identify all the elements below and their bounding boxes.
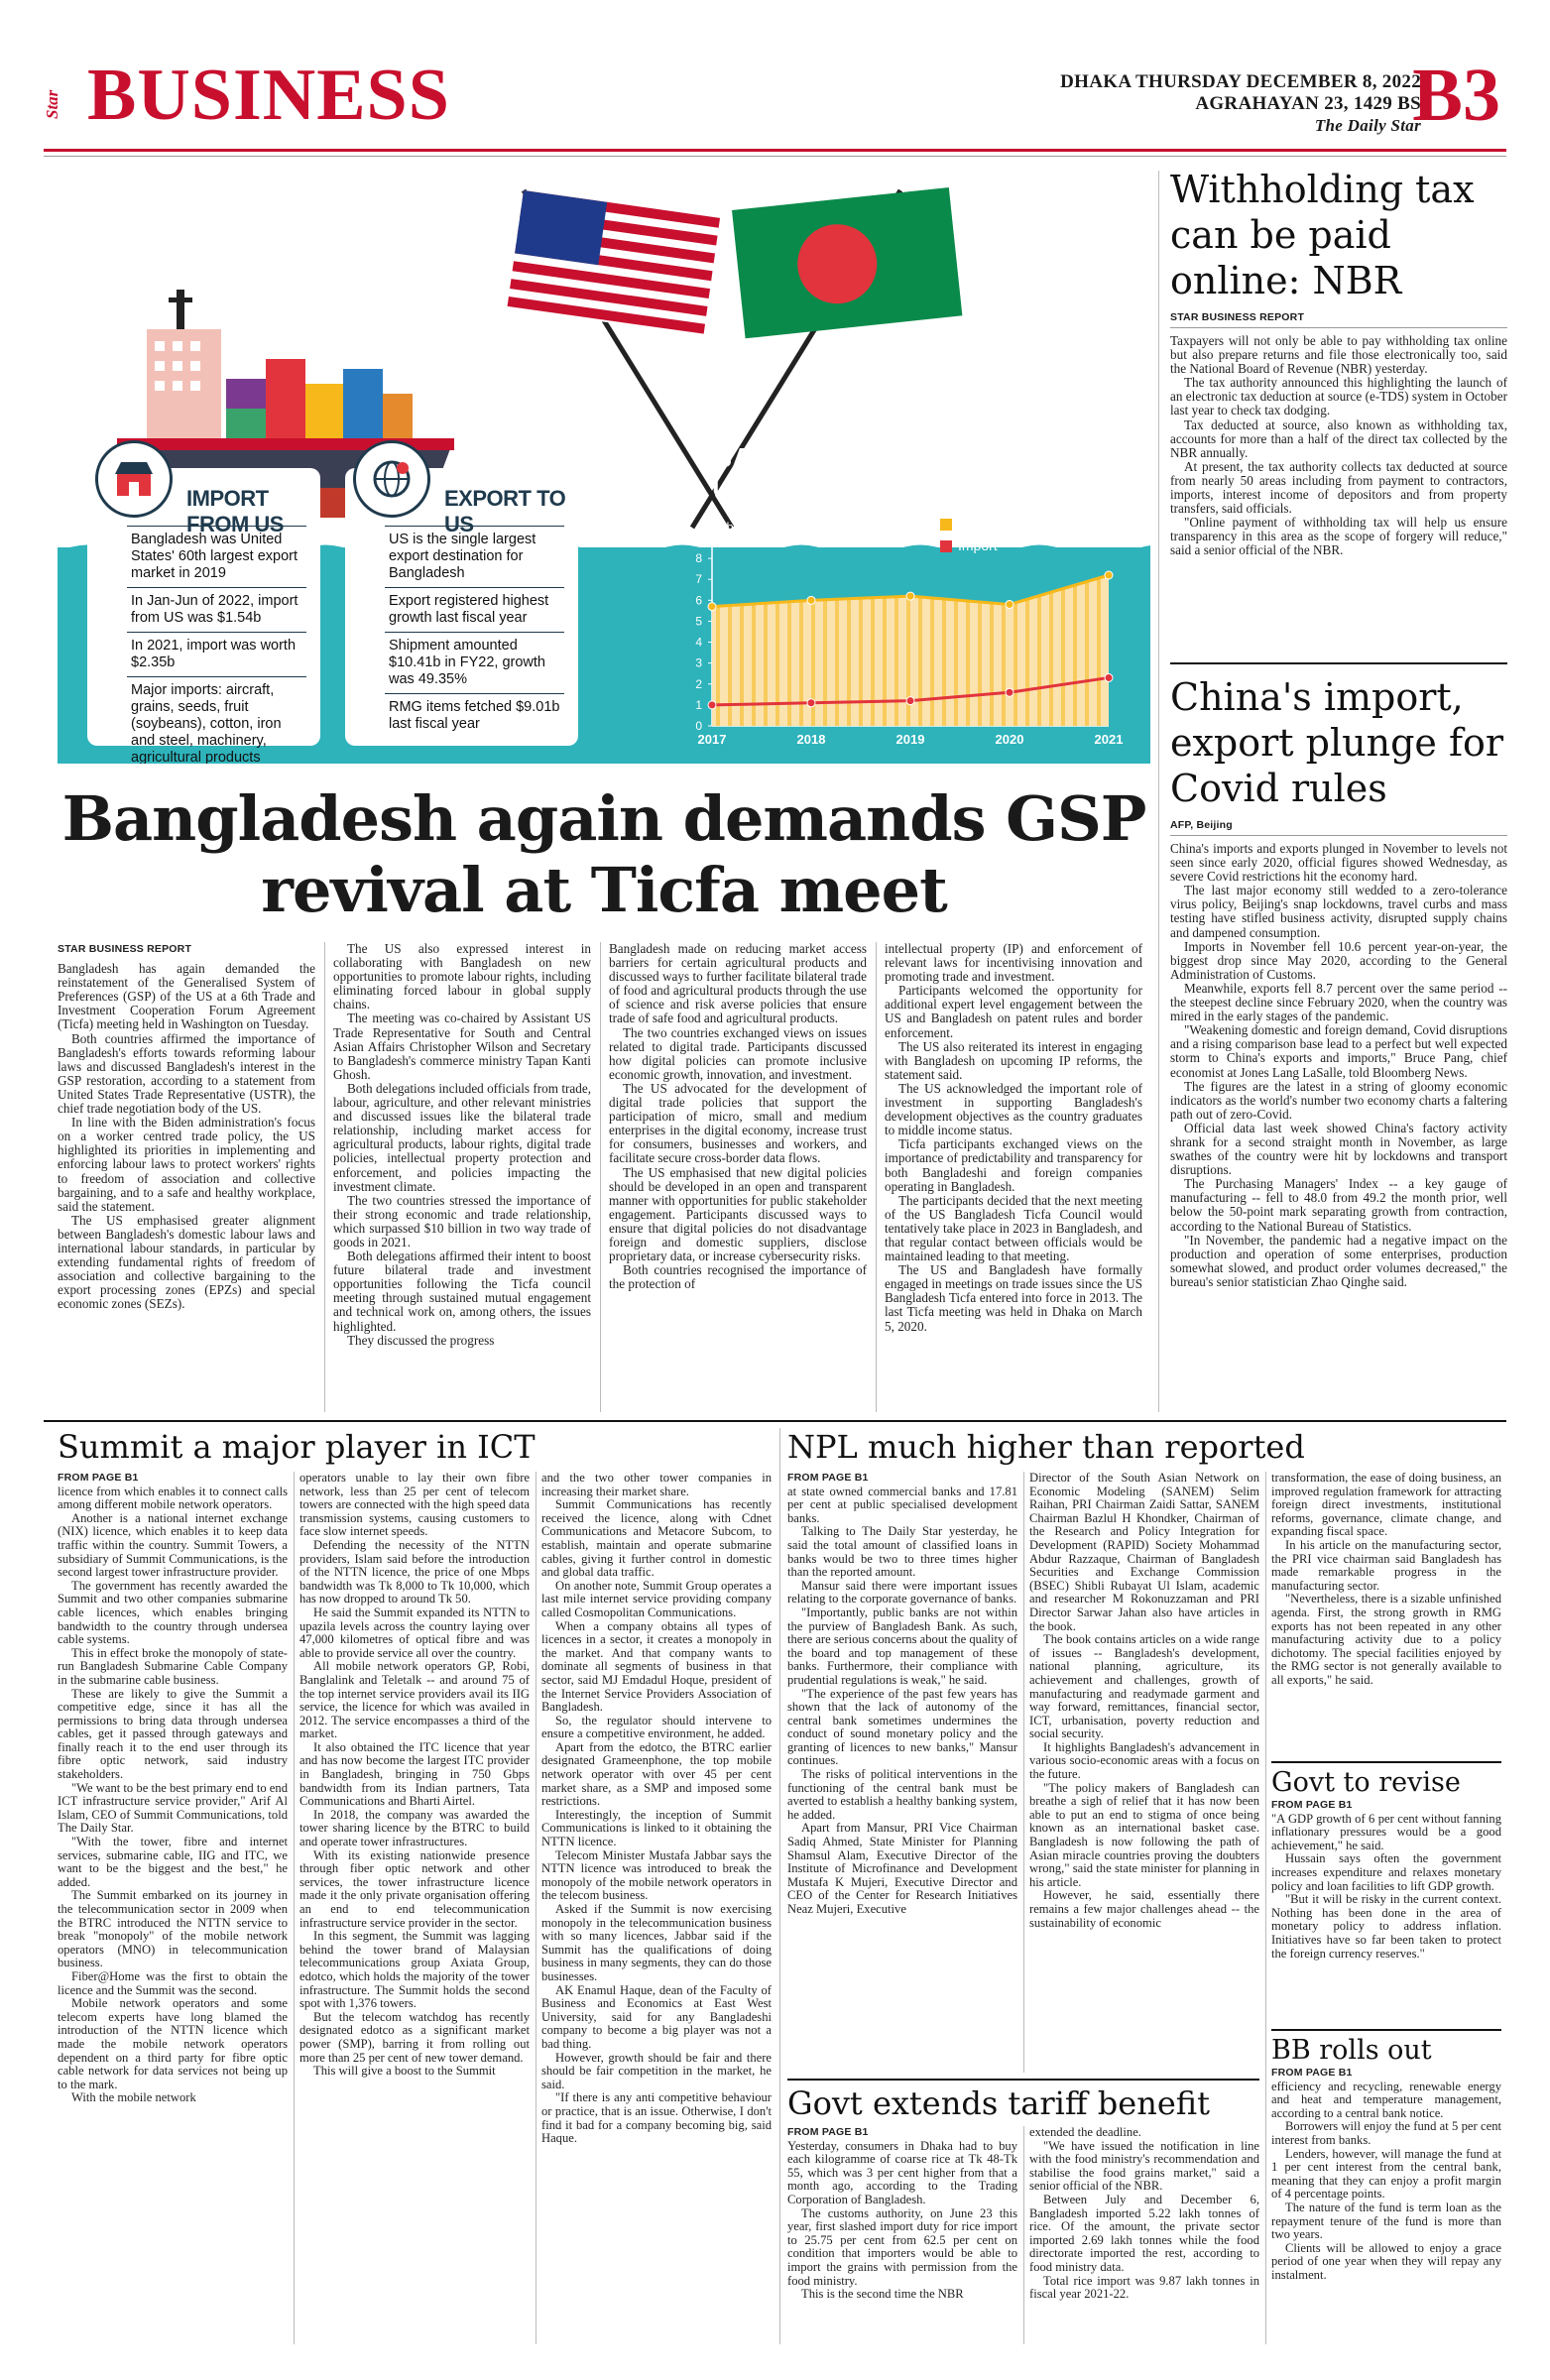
- legend-export: Export: [940, 513, 998, 535]
- govt-revise-byline: FROM PAGE B1: [1271, 1799, 1353, 1811]
- paragraph: This will give a boost to the Summit: [313, 2064, 496, 2079]
- column-divider: [294, 1472, 295, 2344]
- paragraph: "Nevertheless, there is a sizable unfinished agenda. First, the strong growth in RMG exports has not been repeated in any other manufacturing activity due to a policy dichotomy. The special facilities enjoyed by the RMG sector is not generally available to all exports," he said.: [1271, 1592, 1501, 1687]
- paragraph: Hussain says often the government increases expenditure and relaxes monetary policy and loan facilities to lift GDP growth.: [1271, 1851, 1501, 1893]
- export-item: RMG items fetched $9.01b last fiscal year: [385, 693, 564, 738]
- y-tick-label: 7: [695, 572, 702, 587]
- export-to-us-card: [345, 468, 578, 746]
- column-divider: [1023, 1472, 1024, 2073]
- paragraph: intellectual property (IP) and enforcement of relevant laws for incentivising innovation and promoting trade and investment.: [885, 941, 1142, 985]
- x-tick-label: 2021: [1094, 732, 1124, 747]
- paragraph: In line with the Biden administration's focus on a worker centred trade policy, the US highlighted its priorities in implementing and enforcing labour laws to protect workers' rights to freedom of association and collective bargaining, and to a safe and healthy workplace, said the statement.: [58, 1115, 315, 1214]
- paragraph: The figures are the latest in a string of gloomy economic indicators as the world's number two economy charts a faltering path out of zero-Covid.: [1170, 1078, 1507, 1122]
- paragraph: The two countries stressed the importance of their strong economic and trade relationship, which surpassed $10 billion in two way trade of goods in 2021.: [333, 1192, 591, 1250]
- china-body: [1170, 842, 1507, 1289]
- paragraph: He said the Summit expanded its NTTN to upazila levels across the country laying over 47,000 kilometres of optical fibre and was able to provide service all over the country.: [299, 1605, 530, 1660]
- column-divider: [1023, 2126, 1024, 2344]
- paragraph: The participants decided that the next meeting of the US Bangladesh Ticfa Council would tentatively take place in 2023 in Bangladesh, and that regular contact between officials would be maintained leading to that meeting.: [885, 1192, 1142, 1264]
- trade-infographic: [58, 171, 1150, 764]
- paragraph: This is the second time the NBR: [801, 2287, 964, 2302]
- npl-col-1: [787, 1472, 1017, 1917]
- y-tick-label: 2: [695, 676, 702, 691]
- china-byline: AFP, Beijing: [1170, 819, 1507, 836]
- paragraph: On another note, Summit Group operates a last mile internet service providing company called Cosmopolitan Communications.: [541, 1578, 772, 1619]
- paragraph: The US emphasised greater alignment between Bangladesh's domestic labour laws and international labour standards, in particular by extending fundamental rights of freedom of association and collective bargaining to the export processing zones (EPZs) and special economic zones (SEZs).: [58, 1212, 315, 1312]
- paragraph: So, the regulator should intervene to ensure a competitive environment, he added.: [541, 1713, 772, 1741]
- paragraph: transformation, the ease of doing business, an improved regulation framework for attracting foreign direct investments, institutional reforms, governance, climate change, and expanding fiscal space.: [1271, 1471, 1501, 1539]
- sidebar-divider: [1158, 171, 1159, 1412]
- paragraph: licence from which enables it to connect calls among different mobile network operators.: [58, 1484, 288, 1512]
- paragraph: At present, the tax authority collects tax deducted at source from nearly 50 areas including from payment to contractors, imports, interest income of depositors and from property transfers, said officials.: [1170, 458, 1507, 517]
- paragraph: Taxpayers will not only be able to pay withholding tax online but also prepare returns and file those electronically too, said the National Board of Revenue (NBR) yesterday.: [1170, 333, 1507, 377]
- paragraph: Both countries affirmed the importance of Bangladesh's efforts towards reforming labour laws and discussed Bangladesh's interest in the GSP restoration, according to a statement from United States Trade Representative (USTR), the chief trade negotiation body of the US.: [58, 1030, 315, 1117]
- npl-col-2: [1029, 1472, 1259, 1930]
- paragraph: The government has recently awarded the Summit and two other companies submarine cable licences, which enables bringing bandwidth to the country through undersea cable systems.: [58, 1578, 288, 1647]
- paragraph: "Online payment of withholding tax will help us ensure transparency in this area as the scope of forgery will reduce," said a senior official of the NBR.: [1170, 515, 1507, 558]
- paragraph: The customs authority, on June 23 this year, first slashed import duty for rice import to 25.75 per cent from 62.5 per cent on condition that importers would be able to import the grains with permission from the food ministry.: [787, 2205, 1017, 2288]
- paragraph: and the two other tower companies in increasing their market share.: [541, 1471, 772, 1498]
- paragraph: In his article on the manufacturing sector, the PRI vice chairman said Bangladesh has made remarkable progress in the manufacturing sector.: [1271, 1537, 1501, 1593]
- paragraph: The tax authority announced this highlighting the launch of an electronic tax deduction at source (e-TDS) system in October last year to check tax dodging.: [1170, 375, 1507, 418]
- data-point-export: [1105, 571, 1113, 579]
- withholding-story: [1170, 167, 1507, 558]
- main-headline: Bangladesh again demands GSP revival at Ticfa meet: [61, 782, 1146, 926]
- paragraph: Official data last week showed China's factory activity shrank for a second straight month in November, as large swathes of the country were hit by lockdowns and transport disruptions.: [1170, 1120, 1507, 1178]
- govt-revise-body: [1271, 1799, 1501, 1961]
- import-item: Major imports: aircraft, grains, seeds, fruit (soybeans), cotton, iron and steel, machinery, agricultural products: [127, 676, 306, 764]
- paragraph: It highlights Bangladesh's advancement in various socio-economic areas with a focus on the future.: [1029, 1739, 1259, 1782]
- tariff-byline: FROM PAGE B1: [787, 2126, 869, 2138]
- import-item: Bangladesh was United States' 60th largest export market in 2019: [127, 526, 306, 587]
- china-story: [1170, 662, 1507, 1289]
- paragraph: The US and Bangladesh have formally engaged in meetings on trade issues since the US Bangladesh Ticfa entered into force in 2013. The last Ticfa meeting was held in Dhaka on March 5, 2020.: [885, 1262, 1142, 1334]
- section-rule: [44, 1420, 1506, 1422]
- paragraph: The two countries exchanged views on issues related to digital trade. Participants discussed how digital policies can promote inclusive economic growth, innovation, and investment.: [609, 1024, 867, 1082]
- data-point-import: [708, 701, 716, 709]
- chart-title: BANGLADESH'S TRADE WITH US: [712, 442, 1116, 503]
- paragraph: They discussed the progress: [347, 1332, 495, 1348]
- tariff-story: [787, 2079, 1259, 2122]
- bb-rolls-story: [1271, 2029, 1501, 2283]
- paragraph: The risks of political interventions in the functioning of the central bank must be averted to establish a healthy banking system, he added.: [787, 1767, 1017, 1822]
- tariff-col-2: [1029, 2126, 1259, 2302]
- date-line-2: AGRAHAYAN 23, 1429 BS: [1195, 93, 1421, 114]
- paragraph: Clients will be allowed to enjoy a grace period of one year when they will repay any instalment.: [1271, 2240, 1501, 2282]
- paragraph: In 2018, the company was awarded the tower sharing licence by the BTRC to build and operate tower infrastructures.: [299, 1807, 530, 1849]
- masthead-rule-thin: [44, 156, 1506, 157]
- column-divider: [600, 942, 601, 1412]
- star-logo: Star: [43, 89, 61, 119]
- bb-rolls-headline: BB rolls out: [1271, 2035, 1432, 2066]
- column-divider: [876, 942, 877, 1412]
- paragraph: Apart from Mansur, PRI Vice Chairman Sadiq Ahmed, State Minister for Planning Shamsul Alam, Executive Director of the Institute of Microfinance and Development Mustafa K Mujeri, Executive Director and CEO of the Center for Research Initiatives Neaz Mujeri, Executive: [787, 1821, 1017, 1916]
- y-tick-label: 6: [695, 593, 702, 608]
- import-item: In 2021, import was worth $2.35b: [127, 632, 306, 676]
- withholding-body: [1170, 334, 1507, 558]
- us-flag: [507, 190, 720, 336]
- china-headline: China's import, export plunge for Covid rules: [1170, 675, 1504, 810]
- paragraph: Asked if the Summit is now exercising monopoly in the telecommunication business with so many licences, Jabbar said if the Summit has the qualifications of doing business in many segments, they can do those businesses.: [541, 1902, 772, 1983]
- paragraph: China's imports and exports plunged in November to levels not seen since early 2020, official figures showed Wednesday, as severe Covid restrictions hit the economy hard.: [1170, 841, 1507, 885]
- paragraph: "But it will be risky in the current context. Nothing has been done in the area of monetary policy to address inflation. Initiatives have so far been taken to protect the foreign currency reserves.": [1271, 1892, 1501, 1961]
- paragraph: In this segment, the Summit was lagging behind the tower brand of Malaysian telecommunications group Axiata Group, edotco, which holds the majority of the tower infrastructure. The Summit holds the second spot with 1,376 towers.: [299, 1929, 530, 2011]
- paragraph: These are likely to give the Summit a competitive edge, since it has all the permissions to bring data through undersea cables, get it passed through gateways and finally reach it to the end user through its fibre optic network, said industry stakeholders.: [58, 1686, 288, 1782]
- y-tick-label: 1: [695, 697, 702, 712]
- main-col-4: [885, 942, 1142, 1334]
- export-item: Shipment amounted $10.41b in FY22, growth was 49.35%: [385, 632, 564, 693]
- summit-col-3: [541, 1472, 772, 2146]
- paragraph: This in effect broke the monopoly of state-run Bangladesh Submarine Cable Company in the submarine cable business.: [58, 1645, 288, 1687]
- y-tick-label: 9: [695, 531, 702, 544]
- paragraph: The US also expressed interest in collaborating with Bangladesh on new opportunities to promote labour rights, including eliminating forced labour in global supply chains.: [333, 941, 591, 1012]
- tariff-col-1: [787, 2126, 1017, 2302]
- data-point-export: [1006, 601, 1013, 609]
- paragraph: Total rice import was 9.87 lakh tonnes in fiscal year 2021-22.: [1029, 2273, 1259, 2302]
- paragraph: The Summit embarked on its journey in the telecommunication sector in 2009 when the BTRC introduced the NTTN service to break "monopoly" of the mobile network operators (MNO) in telecommunication business.: [58, 1888, 288, 1970]
- summit-col-1: [58, 1472, 288, 2105]
- trade-chart: [672, 528, 1129, 756]
- y-tick-label: 0: [695, 719, 702, 733]
- paragraph: Tax deducted at source, also known as withholding tax, accounts for more than a half of the direct tax collected by the NBR annually.: [1170, 416, 1507, 460]
- y-tick-label: 5: [695, 614, 702, 629]
- paragraph: Bangladesh has again demanded the reinstatement of the Generalised System of Preferences (GSP) of the US at a 6th Trade and Investment Cooperation Forum Agreement (Ticfa) meeting held in Washington on Tuesday.: [58, 961, 315, 1032]
- paragraph: Apart from the edotco, the BTRC earlier designated Grameenphone, the top mobile network operator with over 45 per cent market share, as a SMP and imposed some restrictions.: [541, 1739, 772, 1809]
- legend-import: Import: [940, 535, 998, 556]
- paragraph: Both delegations included officials from trade, labour, agriculture, and other relevant ministries and discussed issues like the bilateral trade relationship, including market access for agricultural products, labour rights, digital trade policies, intellectual property protection and enforcement, and policies impacting the investment climate.: [333, 1080, 591, 1194]
- paragraph: The last major economy still wedded to a zero-tolerance virus policy, Beijing's snap lockdowns, travel curbs and mass testing have stifled business activity, disrupted supply chains and dampened consumption.: [1170, 883, 1507, 940]
- paragraph: "If there is any anti competitive behaviour or practice, that is an issue. Otherwise, I don't find it bad for a company becoming big, said Haque.: [541, 2090, 772, 2146]
- paragraph: Ticfa participants exchanged views on the importance of predictability and transparency for both Bangladeshi and foreign companies operating in Bangladesh.: [885, 1136, 1142, 1194]
- paragraph: The US also reiterated its interest in engaging with Bangladesh on upcoming IP reforms, the statement said.: [885, 1038, 1142, 1082]
- y-tick-label: 3: [695, 655, 702, 670]
- paragraph: Participants welcomed the opportunity for additional expert level engagement between the US and Bangladesh on patent rules and border enforcement.: [885, 983, 1142, 1040]
- paragraph: The US emphasised that new digital policies should be developed in an open and transparent manner with opportunities for public stakeholder engagement. Participants discussed ways to ensure that digital policies do not disadvantage foreign and domestic suppliers, disclose proprietary data, or increase cybersecurity risks.: [609, 1164, 867, 1264]
- x-tick-label: 2018: [796, 732, 826, 747]
- summit-headline: Summit a major player in ICT: [58, 1428, 536, 1466]
- paragraph: Talking to The Daily Star yesterday, he said the total amount of classified loans in banks would be two to three times higher than the reported amount.: [787, 1524, 1017, 1580]
- paragraph: It also obtained the ITC licence that year and has now become the largest ITC provider in Bangladesh, bringing in 750 Gbps bandwidth from its Indian partners, Tata Communications and Bharti Airtel.: [299, 1739, 530, 1809]
- column-divider: [1265, 1472, 1266, 2344]
- column-divider: [536, 1472, 537, 2344]
- paragraph: The nature of the fund is term loan as the repayment tenure of the fund is more than two years.: [1271, 2200, 1501, 2242]
- bb-rolls-body: [1271, 2067, 1501, 2283]
- export-card-title: EXPORT TO US: [444, 486, 566, 536]
- y-tick-label: 4: [695, 635, 702, 650]
- withholding-byline: STAR BUSINESS REPORT: [1170, 311, 1507, 328]
- data-point-import: [1006, 688, 1013, 696]
- paragraph: efficiency and recycling, renewable energy and heat and temperature management, according to a central bank notice.: [1271, 2079, 1501, 2120]
- paragraph: However, he said, essentially there remains a few major challenges ahead -- the sustainability of economic: [1029, 1888, 1259, 1930]
- globe-icon: [353, 440, 430, 518]
- tariff-headline: Govt extends tariff benefit: [787, 2084, 1210, 2122]
- data-point-export: [708, 603, 716, 611]
- import-card-title: IMPORT FROM US: [186, 486, 284, 536]
- bangladesh-flag: [732, 187, 962, 338]
- paragraph: Between July and December 6, Bangladesh imported 5.22 lakh tonnes of rice. Of the amount, the private sector imported 2.69 lakh tonnes while the food directorate imported the rest, according to food ministry data.: [1029, 2192, 1259, 2274]
- paragraph: Fiber@Home was the first to obtain the licence and the Summit was the second.: [58, 1968, 288, 1997]
- paragraph: "The policy makers of Bangladesh can breathe a sigh of relief that it has now been able to put an end to stigma of once being known as an international basket case. Bangladesh is now following the path of Asian miracle countries proving the doubters wrong," said the state minister for planning in his article.: [1029, 1780, 1259, 1889]
- import-item: In Jan-Jun of 2022, import from US was $1.54b: [127, 587, 306, 632]
- x-tick-label: 2019: [895, 732, 925, 747]
- bb-rolls-byline: FROM PAGE B1: [1271, 2067, 1353, 2079]
- summit-col-2: [299, 1472, 530, 2079]
- paragraph: "In November, the pandemic had a negative impact on the production and operation of some enterprises, production somewhat slowed, and product order volumes decreased," the bureau's senior statistician Zhao Qinghe said.: [1170, 1232, 1507, 1289]
- paragraph: "A GDP growth of 6 per cent without fanning inflationary pressures would be a good achievement," he said.: [1271, 1811, 1501, 1852]
- paragraph: Director of the South Asian Network on Economic Modeling (SANEM) Selim Raihan, PRI Chairman Zaidi Sattar, SANEM Chairman Bazlul H Khondker, Chairman of the Research and Policy Integration for Development (RAPID) Society Mohammad Abdur Razzaque, Chairman of Bangladesh Securities and Exchange Commission (BSEC) Shibli Rubayat Ul Islam, academic and researcher M Rokonuzzaman and PRI Director Sarwar Jahan also have articles in the book.: [1029, 1471, 1259, 1633]
- import-from-us-card: [87, 468, 320, 764]
- column-divider: [324, 942, 325, 1412]
- data-point-import: [906, 697, 914, 705]
- shop-icon: [95, 440, 173, 518]
- main-col-1: [58, 942, 315, 1311]
- summit-byline: FROM PAGE B1: [58, 1472, 139, 1484]
- section-title: BUSINESS: [87, 55, 450, 136]
- paragraph: extended the deadline.: [1029, 2125, 1141, 2139]
- main-col-2: [333, 942, 591, 1348]
- withholding-headline: Withholding tax can be paid online: NBR: [1170, 168, 1475, 302]
- paragraph: The Purchasing Managers' Index -- a key gauge of manufacturing -- fell to 48.0 from 49.2 the month prior, well below the 50-point mark separating growth from contraction, according to the National Bureau of Statistics.: [1170, 1176, 1507, 1234]
- x-tick-label: 2020: [995, 732, 1024, 747]
- paragraph: Bangladesh made on reducing market access barriers for certain agricultural products and discussed ways to further facilitate bilateral trade of food and agricultural products through the use of science and risk averse policies that ensure trade of safe food and agricultural products.: [609, 941, 867, 1026]
- paragraph: Both delegations affirmed their intent to boost future bilateral trade and investment opportunities following the Ticfa council meeting through sustained mutual engagement and technical work on, among others, the issues highlighted.: [333, 1249, 591, 1334]
- column-divider: [779, 1428, 780, 2344]
- paragraph: Another is a national internet exchange (NIX) licence, which enables it to keep data traffic within the country. Summit Towers, a subsidiary of Summit Communications, is the second largest tower infrastructure provider.: [58, 1510, 288, 1580]
- npl-col-3: [1271, 1472, 1501, 1688]
- paragraph: Borrowers will enjoy the fund at 5 per cent interest from banks.: [1271, 2119, 1501, 2147]
- paragraph: The US acknowledged the important role of investment in supporting Bangladesh's development objectives as the country graduates to middle income status.: [885, 1080, 1142, 1138]
- paragraph: operators unable to lay their own fibre network, less than 25 per cent of telecom towers are connected with the high speed data transmission systems, causing customers to face slow internet speeds.: [299, 1471, 530, 1539]
- paragraph: Interestingly, the inception of Summit Communications is linked to it obtaining the NTTN licence.: [541, 1807, 772, 1849]
- paragraph: AK Enamul Haque, dean of the Faculty of Business and Economics at East West University, said for any Bangladeshi company to become a big player was not a bad thing.: [541, 1982, 772, 2051]
- x-tick-label: 2017: [697, 732, 727, 747]
- main-col-3: [609, 942, 867, 1291]
- paragraph: "The experience of the past few years has shown that the lack of autonomy of the central bank sometimes undermines the conduct of sound monetary policy and the granting of licences to new banks," Mansur continues.: [787, 1686, 1017, 1768]
- paragraph: The meeting was co-chaired by Assistant US Trade Representative for South and Central Asian Affairs Christopher Wilson and Secretary to Bangladesh's commerce ministry Tapan Kanti Ghosh.: [333, 1011, 591, 1082]
- paragraph: Meanwhile, exports fell 8.7 percent over the same period -- the steepest decline since February 2020, when the country was mired in the early stages of the pandemic.: [1170, 980, 1507, 1024]
- paragraph: at state owned commercial banks and 17.81 per cent at public specialised development banks.: [787, 1484, 1017, 1525]
- paragraph: Defending the necessity of the NTTN providers, Islam said before the introduction of the NTTN licence, the price of one Mbps bandwidth was Tk 8,000 to Tk 10,000, which has now dropped to around Tk 50.: [299, 1537, 530, 1606]
- govt-revise-headline: Govt to revise: [1271, 1767, 1461, 1798]
- paragraph: "We want to be the best primary end to end ICT infrastructure service provider," Arif Al Islam, CEO of Summit Communications, told The Daily Star.: [58, 1780, 288, 1836]
- paragraph: The book contains articles on a wide range of issues -- Bangladesh's development, national planning, agriculture, its achievement and challenges, growth of manufacturing and readymade garment and way forward, remittances, financial sector, ICT, urbanisation, poverty reduction and social security.: [1029, 1632, 1259, 1741]
- paragraph: Mobile network operators and some telecom experts have long blamed the introduction of the NTTN licence which made the mobile network operators dependent on a third party for fibre optic cable network for data services not being up to the mark.: [58, 1996, 288, 2091]
- y-tick-label: 8: [695, 551, 702, 566]
- date-line-1: DHAKA THURSDAY DECEMBER 8, 2022: [1060, 71, 1421, 92]
- govt-revise-story: [1271, 1761, 1501, 1961]
- npl-headline: NPL much higher than reported: [787, 1428, 1305, 1466]
- data-point-import: [807, 699, 815, 707]
- paragraph: "We have issued the notification in line with the food ministry's recommendation and stabilise the food grains market," said a senior official of the NBR.: [1029, 2138, 1259, 2194]
- page-number: B3: [1412, 54, 1500, 137]
- export-item: Export registered highest growth last fiscal year: [385, 587, 564, 632]
- paragraph: The US advocated for the development of digital trade policies that support the participation of micro, small and medium enterprises in the digital economy, increase trust for consumers, businesses and workers, and facilitate secure cross-border data flows.: [609, 1080, 867, 1166]
- paragraph: Telecom Minister Mustafa Jabbar says the NTTN licence was introduced to break the monopoly of the mobile network operators in the telecom business.: [541, 1847, 772, 1903]
- paragraph: With the mobile network: [71, 2090, 196, 2105]
- paragraph: "Importantly, public banks are not within the purview of Bangladesh Bank. As such, there are serious concerns about the quality of the board and top management of these banks. Furthermore, their compliance with prudential regulations is weak," he said.: [787, 1605, 1017, 1687]
- paper-name: The Daily Star: [1314, 116, 1421, 135]
- export-item: US is the single largest export destination for Bangladesh: [385, 526, 564, 587]
- paragraph: Imports in November fell 10.6 percent year-on-year, the biggest drop since May 2020, according to the General Administration of Customs.: [1170, 938, 1507, 982]
- paragraph: Both countries recognised the importance of the protection of: [609, 1262, 867, 1292]
- paragraph: Yesterday, consumers in Dhaka had to buy each kilogramme of coarse rice at Tk 48-Tk 55, which was 3 per cent higher from that a month ago, according to the Trading Corporation of Bangladesh.: [787, 2138, 1017, 2206]
- paragraph: But the telecom watchdog has recently designated edotco as a significant market power (SMP), barring it from rolling out more than 25 per cent of new tower demand.: [299, 2009, 530, 2065]
- paragraph: Summit Communications has recently received the licence, along with Cdnet Communications and Metacore Subcom, to establish, maintain and operate submarine cables, giving it further control in domestic and global data traffic.: [541, 1497, 772, 1580]
- masthead-rule: [44, 149, 1506, 152]
- chart-subtitle: In billion $; SOURCE: US CENSUS: [712, 520, 915, 535]
- main-byline: STAR BUSINESS REPORT: [58, 943, 192, 955]
- npl-byline: FROM PAGE B1: [787, 1472, 869, 1484]
- paragraph: All mobile network operators GP, Robi, Banglalink and Teletalk -- and around 75 of the top internet service providers avail its IIG service, the licence for which was availed in 2012. The service encompasses a third of the market.: [299, 1659, 530, 1741]
- data-point-export: [906, 592, 914, 600]
- paragraph: "Weakening domestic and foreign demand, Covid disruptions and a rising comparison base lead to a perfect but well expected storm to China's exports and imports," Bruce Pang, chief economist at Jones Lang LaSalle, told Bloomberg News.: [1170, 1022, 1507, 1080]
- data-point-import: [1105, 673, 1113, 681]
- data-point-export: [807, 596, 815, 604]
- paragraph: When a company obtains all types of licences in a sector, it creates a monopoly in the market. And that company wants to dominate all segments of business in that sector, said MJ Emdadul Hoque, president of the Internet Service Providers Association of Bangladesh.: [541, 1618, 772, 1715]
- paragraph: "With the tower, fibre and internet services, submarine cable, IIG and ITC, we want to be the biggest and the best," he added.: [58, 1835, 288, 1889]
- paragraph: However, growth should be fair and there should be fair competition in the market, he said.: [541, 2050, 772, 2091]
- date-block: [1060, 71, 1421, 137]
- paragraph: Mansur said there were important issues relating to the corporate governance of banks.: [787, 1578, 1017, 1606]
- paragraph: Lenders, however, will manage the fund at 1 per cent interest from the central bank, meaning that they can enjoy a profit margin of 4 percentage points.: [1271, 2146, 1501, 2202]
- paragraph: With its existing nationwide presence through fiber optic network and other services, the tower infrastructure licence made it the only private organisation offering an end to end telecommunication infrastructure service provider in the sector.: [299, 1847, 530, 1930]
